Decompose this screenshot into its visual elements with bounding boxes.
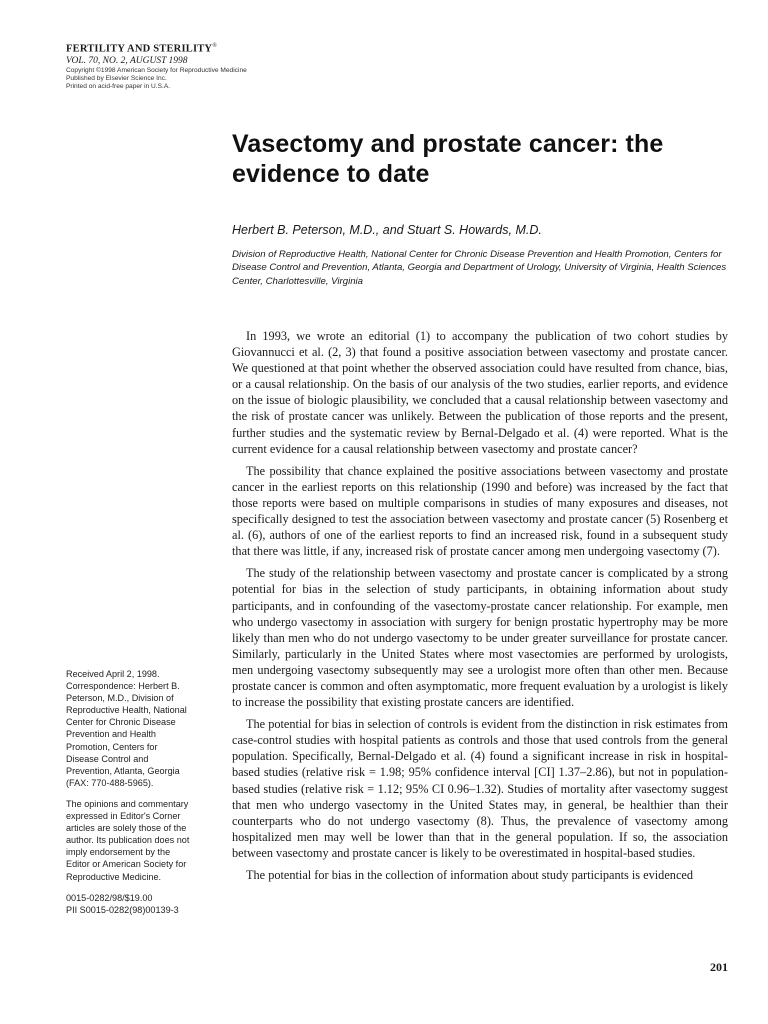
body-paragraph: The study of the relationship between vasectomy and prostate cancer is complicated by a strong potential for bias in the selection of study participants, in obtaining information about study participants, and in confounding of the vasectomy-prostate cancer relationship. For example, men who undergo vasectomy in association with surgery for benign prostatic hypertrophy may be more likely than men who do not undergo vasectomy to be under greater surveillance for prostate cancer. Similarly, particularly in the United States where most vasectomies are performed by urologists, men undergoing vasectomy subsequently may see a urologist more often than other men. Because prostate cancer is common and often asymptomatic, more frequent evaluation by a urologist is likely to increase the possibility that existing prostate cancers are identified. <box>232 566 728 710</box>
journal-copyright: Copyright ©1998 American Society for Reproductive Medicine <box>66 66 247 74</box>
body-paragraph: The potential for bias in the collection of information about study participants is evidenced <box>246 868 694 882</box>
article-sidebar-notes <box>66 668 190 925</box>
issn-code: 0015-0282/98/$19.00 <box>66 892 153 903</box>
article-body <box>232 328 728 889</box>
correspondence-note: Correspondence: Herbert B. Peterson, M.D., Division of Reproductive Health, National Center for Chronic Disease Prevention and Health Promotion, Centers for Disease Control and Prevention, Atlanta, Georgia (FAX: 770-488-5965). <box>66 681 187 788</box>
pii-code: PII S0015-0282(98)00139-3 <box>66 904 179 915</box>
author-affiliation: Division of Reproductive Health, National Center for Chronic Disease Prevention and Health Promotion, Centers for Disease Control and Prevention, Atlanta, Georgia and Department of Urology, University of Virginia, Health Sciences Center, Charlottesville, Virginia <box>232 249 727 287</box>
body-paragraph: The potential for bias in selection of controls is evident from the distinction in risk estimates from case-control studies with hospital patients as controls and those that used controls from the general population. Specifically, Bernal-Delgado et al. (4) found a significant increase in risk in hospital-based studies (relative risk = 1.98; 95% confidence interval [CI] 1.37–2.86), but not in population-based studies (relative risk = 1.12; 95% CI 0.96–1.32). Studies of mortality after vasectomy suggest that men who undergo vasectomy in the United States may, in general, be healthier than their counterparts who do not undergo vasectomy (8). Thus, the prevalence of vasectomy among hospitalized men may well be lower than that in the general population. If so, the association between vasectomy and prostate cancer is likely to be overestimated in hospital-based studies. <box>232 717 728 860</box>
received-date: Received April 2, 1998. Correspondence: Herbert B. Peterson, M.D., Division of Reproductive Health, National Center for Chronic Disease Prevention and Health Promotion, Centers for Disease Control and Prevention, Atlanta, Georgia (FAX: 770-488-5965). <box>66 669 187 788</box>
body-paragraph: In 1993, we wrote an editorial (1) to accompany the publication of two cohort studies by Giovannucci et al. (2, 3) that found a positive association between vasectomy and prostate cancer. We questioned at that point whether the observed association could have resulted from chance, bias, or a causal relationship. On the basis of our analysis of the two studies, earlier reports, and evidence on the issue of biologic plausibility, we concluded that a causal relationship between vasectomy and the risk of prostate cancer was unlikely. Between the publication of those reports and the present, further studies and the systematic review by Bernal-Delgado et al. (4) were reported. What is the current evidence for a causal relationship between vasectomy and prostate cancer? <box>232 329 728 456</box>
journal-publisher: Published by Elsevier Science Inc. <box>66 74 167 82</box>
journal-header <box>66 40 326 91</box>
registered-mark: ® <box>212 43 217 49</box>
article-authors: Herbert B. Peterson, M.D., and Stuart S. Howards, M.D. <box>232 223 542 237</box>
article-title: Vasectomy and prostate cancer: the evidence to date <box>232 130 664 188</box>
journal-volume: VOL. 70, NO. 2, AUGUST 1998 <box>66 55 188 66</box>
page-number: 201 <box>710 960 728 974</box>
journal-name: FERTILITY AND STERILITY® <box>66 43 217 55</box>
article-identifiers <box>66 892 190 916</box>
journal-paper-note: Printed on acid-free paper in U.S.A. <box>66 82 171 90</box>
editorial-disclaimer: The opinions and commentary expressed in Editor's Corner articles are solely those of the author. Its publication does not imply endorsement by the Editor or American Society for Reproductive Medicine. <box>66 798 190 882</box>
body-paragraph: The possibility that chance explained the positive associations between vasectomy and prostate cancer in the earliest reports on this relationship (1990 and before) was increased by the fact that those reports were based on multiple comparisons in studies of many exposures and diseases, not specifically designed to test the association between vasectomy and prostate cancer (5) Rosenberg et al. (6), authors of one of the earliest reports to find an increased risk, found in a subsequent study that there was little, if any, increased risk of prostate cancer among men undergoing vasectomy (7). <box>232 463 728 559</box>
